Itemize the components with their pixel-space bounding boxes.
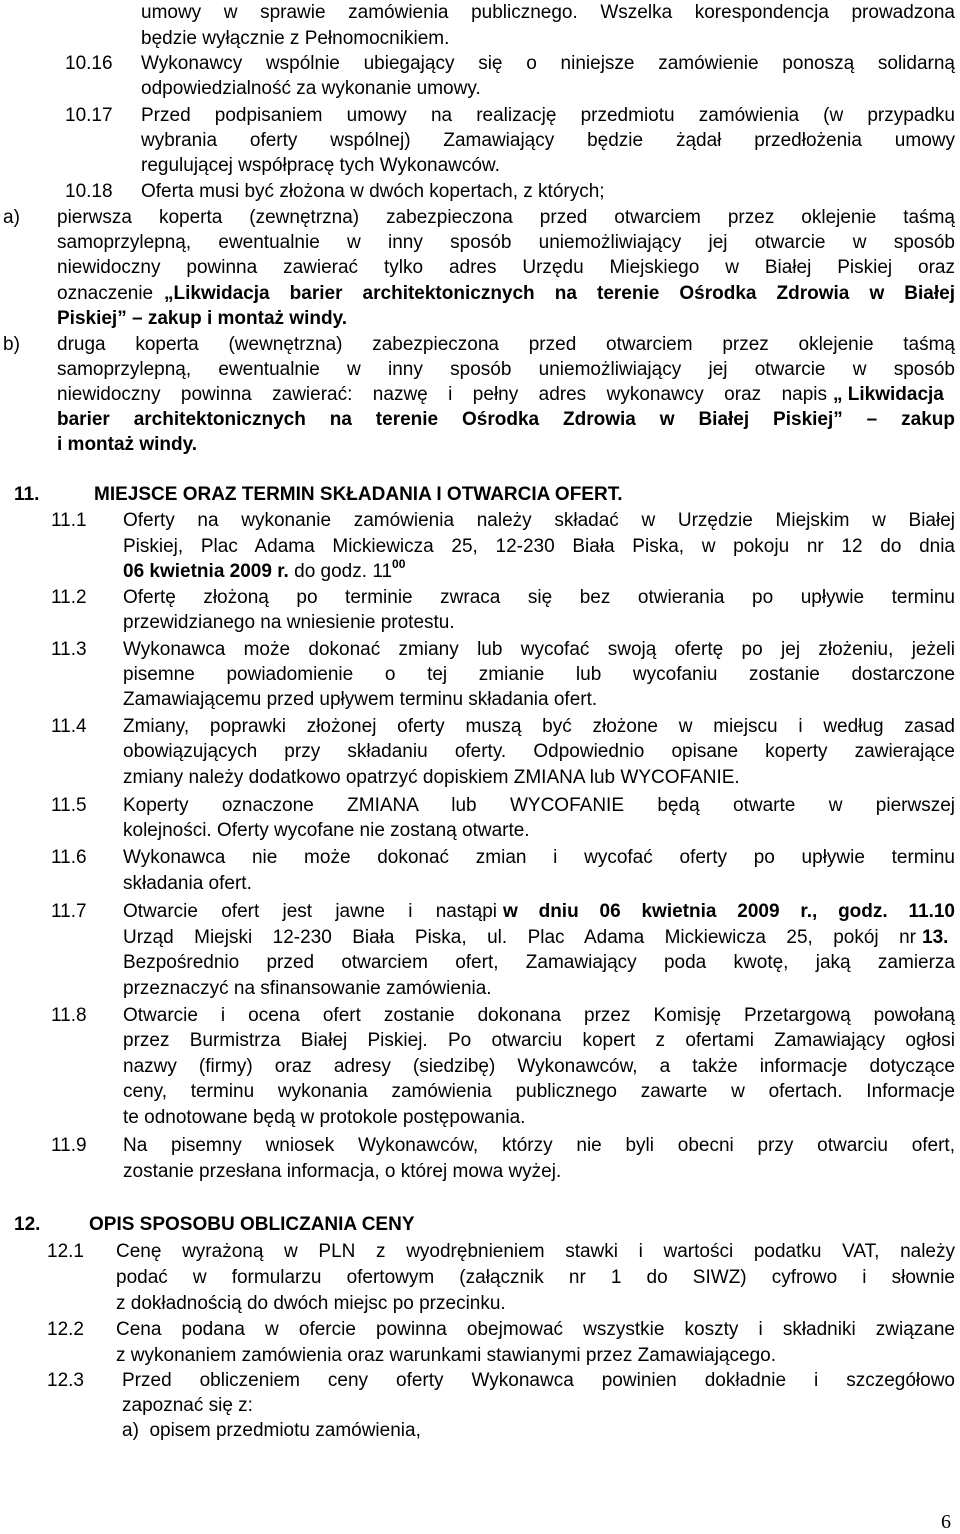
paragraph-line: Cena podana w ofercie powinna obejmować wszystkie koszty i składniki związane: [116, 1320, 955, 1340]
paragraph-line: Przed podpisaniem umowy na realizację przedmiotu zamówienia (w przypadku: [141, 106, 955, 126]
deadline-minutes: 00: [392, 556, 406, 571]
paragraph-line: niewidoczny powinna zawierać: nazwę i pełny adres wykonawcy oraz napis: [57, 385, 827, 405]
paragraph-line: Urząd Miejski 12-230 Biała Piska, ul. Plac Adama Mickiewicza 25, pokój nr: [123, 928, 916, 948]
list-marker: a): [3, 207, 20, 228]
paragraph-line: przeznaczyć na sfinansowanie zamówienia.: [123, 978, 492, 999]
paragraph-line: przewidzianego na wniesienie protestu.: [123, 612, 455, 633]
deadline-hour: 11: [372, 561, 393, 582]
bold-title-line: „Likwidacja barier architektonicznych na terenie Ośrodka Zdrowia w Białej: [164, 284, 955, 304]
paragraph-line: Otwarcie ofert jest jawne i nastąpi: [123, 902, 497, 922]
paragraph-line: składania ofert.: [123, 873, 252, 894]
paragraph-line: odpowiedzialność za wykonanie umowy.: [141, 78, 481, 99]
item-number: 10.16: [65, 53, 113, 74]
item-number: 11.8: [51, 1005, 87, 1026]
paragraph-line: Przed obliczeniem ceny oferty Wykonawca powinien dokładnie i szczegółowo: [122, 1371, 955, 1391]
item-number: 12.2: [47, 1319, 84, 1340]
paragraph-line: nazwy (firmy) oraz adresy (siedzibę) Wykonawców, a także informacje dotyczące: [123, 1057, 955, 1077]
item-number: 11.4: [51, 716, 87, 737]
opening-date: w dniu 06 kwietnia 2009 r., godz. 11.10: [503, 902, 955, 922]
paragraph-line: Oferty na wykonanie zamówienia należy składać w Urzędzie Miejskim w Białej: [123, 511, 955, 531]
item-number: 11.5: [51, 795, 87, 816]
paragraph-line: Wykonawca nie może dokonać zmian i wycofać oferty po upływie terminu: [123, 848, 955, 868]
item-number: 11.3: [51, 639, 87, 660]
item-number: 11.2: [51, 587, 87, 608]
paragraph-line: pisemne powiadomienie o tej zmianie lub wycofaniu zostanie dostarczone: [123, 665, 955, 685]
section-heading: OPIS SPOSOBU OBLICZANIA CENY: [89, 1214, 415, 1235]
bold-title-line: Piskiej” – zakup i montaż windy.: [57, 308, 348, 329]
paragraph-line: niewidoczny powinna zawierać tylko adres Urzędu Miejskiego w Białej Piskiej oraz: [57, 258, 955, 278]
paragraph-line: Wykonawcy wspólnie ubiegający się o niniejsze zamówienie ponoszą solidarną: [141, 54, 955, 74]
paragraph-line: zostanie przesłana informacja, o której mowa wyżej.: [123, 1161, 562, 1182]
paragraph-line: Oferta musi być złożona w dwóch kopertach, z których;: [141, 181, 605, 202]
item-number: 10.17: [65, 105, 113, 126]
continuation-line: będzie wyłącznie z Pełnomocnikiem.: [141, 28, 450, 49]
paragraph-line: samoprzylepną, ewentualnie w inny sposób uniemożliwiający jej otwarcie w sposób: [57, 360, 955, 380]
item-number: 11.7: [51, 901, 87, 922]
page-number: 6: [941, 1511, 951, 1533]
paragraph-line: z dokładnością do dwóch miejsc po przecinku.: [116, 1293, 506, 1314]
paragraph-line: obowiązujących przy składaniu oferty. Odpowiednio opisane koperty zawierające: [123, 742, 955, 762]
paragraph-line: kolejności. Oferty wycofane nie zostaną otwarte.: [123, 820, 530, 841]
paragraph-line: przez Burmistrza Białej Piskiej. Po otwarciu kopert z ofertami Zamawiający ogłosi: [123, 1031, 955, 1051]
paragraph-line: Zmiany, poprawki złożonej oferty muszą być złożone w miejscu i według zasad: [123, 717, 955, 737]
paragraph-line: samoprzylepną, ewentualnie w inny sposób uniemożliwiający jej otwarcie w sposób: [57, 233, 955, 253]
paragraph-line: Na pisemny wniosek Wykonawców, którzy nie byli obecni przy otwarciu ofert,: [123, 1136, 955, 1156]
paragraph-line: te odnotowane będą w protokole postępowania.: [123, 1107, 526, 1128]
list-marker: b): [3, 334, 20, 355]
section-number: 11.: [14, 484, 40, 505]
paragraph-line: ceny, terminu wykonania zamówienia publicznego zawarte w ofertach. Informacje: [123, 1082, 955, 1102]
continuation-line: umowy w sprawie zamówienia publicznego. Wszelka korespondencja prowadzona: [141, 3, 955, 23]
paragraph-line: z wykonaniem zamówienia oraz warunkami stawianymi przez Zamawiającego.: [116, 1345, 776, 1366]
paragraph-line: oznaczenie: [57, 283, 154, 304]
item-number: 10.18: [65, 181, 113, 202]
deadline-date: 06 kwietnia 2009 r.: [123, 561, 289, 582]
paragraph-line: Zamawiającemu przed upływem terminu składania ofert.: [123, 689, 598, 710]
paragraph-line: druga koperta (wewnętrzna) zabezpieczona przed otwarciem przez oklejenie taśmą: [57, 335, 955, 355]
paragraph-line: zmiany należy dodatkowo opatrzyć dopiskiem ZMIANA lub WYCOFANIE.: [123, 767, 740, 788]
deadline-label: do godz.: [294, 561, 368, 582]
paragraph-line: Piskiej, Plac Adama Mickiewicza 25, 12-230 Biała Piska, w pokoju nr 12 do dnia: [123, 537, 955, 557]
list-item: a) opisem przedmiotu zamówienia,: [122, 1420, 421, 1441]
paragraph-line: wybrania oferty wspólnej) Zamawiający będzie żądał przedłożenia umowy: [141, 131, 955, 151]
paragraph-line: Bezpośrednio przed otwarciem ofert, Zamawiający poda kwotę, jaką zamierza: [123, 953, 955, 973]
item-number: 11.1: [51, 510, 87, 531]
item-number: 11.9: [51, 1135, 87, 1156]
paragraph-line: Wykonawca może dokonać zmiany lub wycofać swoją ofertę po jej złożeniu, jeżeli: [123, 640, 955, 660]
bold-title-line: „ Likwidacja: [833, 384, 944, 405]
bold-title-line: i montaż windy.: [57, 434, 198, 455]
paragraph-line: Otwarcie i ocena ofert zostanie dokonana przez Komisję Przetargową powołaną: [123, 1006, 955, 1026]
paragraph-line: zapoznać się z:: [122, 1395, 253, 1416]
room-number: 13.: [922, 927, 949, 948]
bold-title-line: barier architektonicznych na terenie Ośrodka Zdrowia w Białej Piskiej” – zakup: [57, 410, 955, 430]
item-number: 11.6: [51, 847, 87, 868]
paragraph-line: podać w formularzu ofertowym (załącznik nr 1 do SIWZ) cyfrowo i słownie: [116, 1268, 955, 1288]
paragraph-line: pierwsza koperta (zewnętrzna) zabezpieczona przed otwarciem przez oklejenie taśmą: [57, 208, 955, 228]
item-number: 12.1: [47, 1241, 84, 1262]
paragraph-line: Koperty oznaczone ZMIANA lub WYCOFANIE będą otwarte w pierwszej: [123, 796, 955, 816]
paragraph-line: regulującej współpracę tych Wykonawców.: [141, 155, 500, 176]
item-number: 12.3: [47, 1370, 84, 1391]
paragraph-line: Cenę wyrażoną w PLN z wyodrębnieniem stawki i wartości podatku VAT, należy: [116, 1242, 955, 1262]
section-number: 12.: [14, 1214, 41, 1235]
section-heading: MIEJSCE ORAZ TERMIN SKŁADANIA I OTWARCIA OFERT.: [94, 484, 623, 505]
paragraph-line: Ofertę złożoną po terminie zwraca się bez otwierania po upływie terminu: [123, 588, 955, 608]
